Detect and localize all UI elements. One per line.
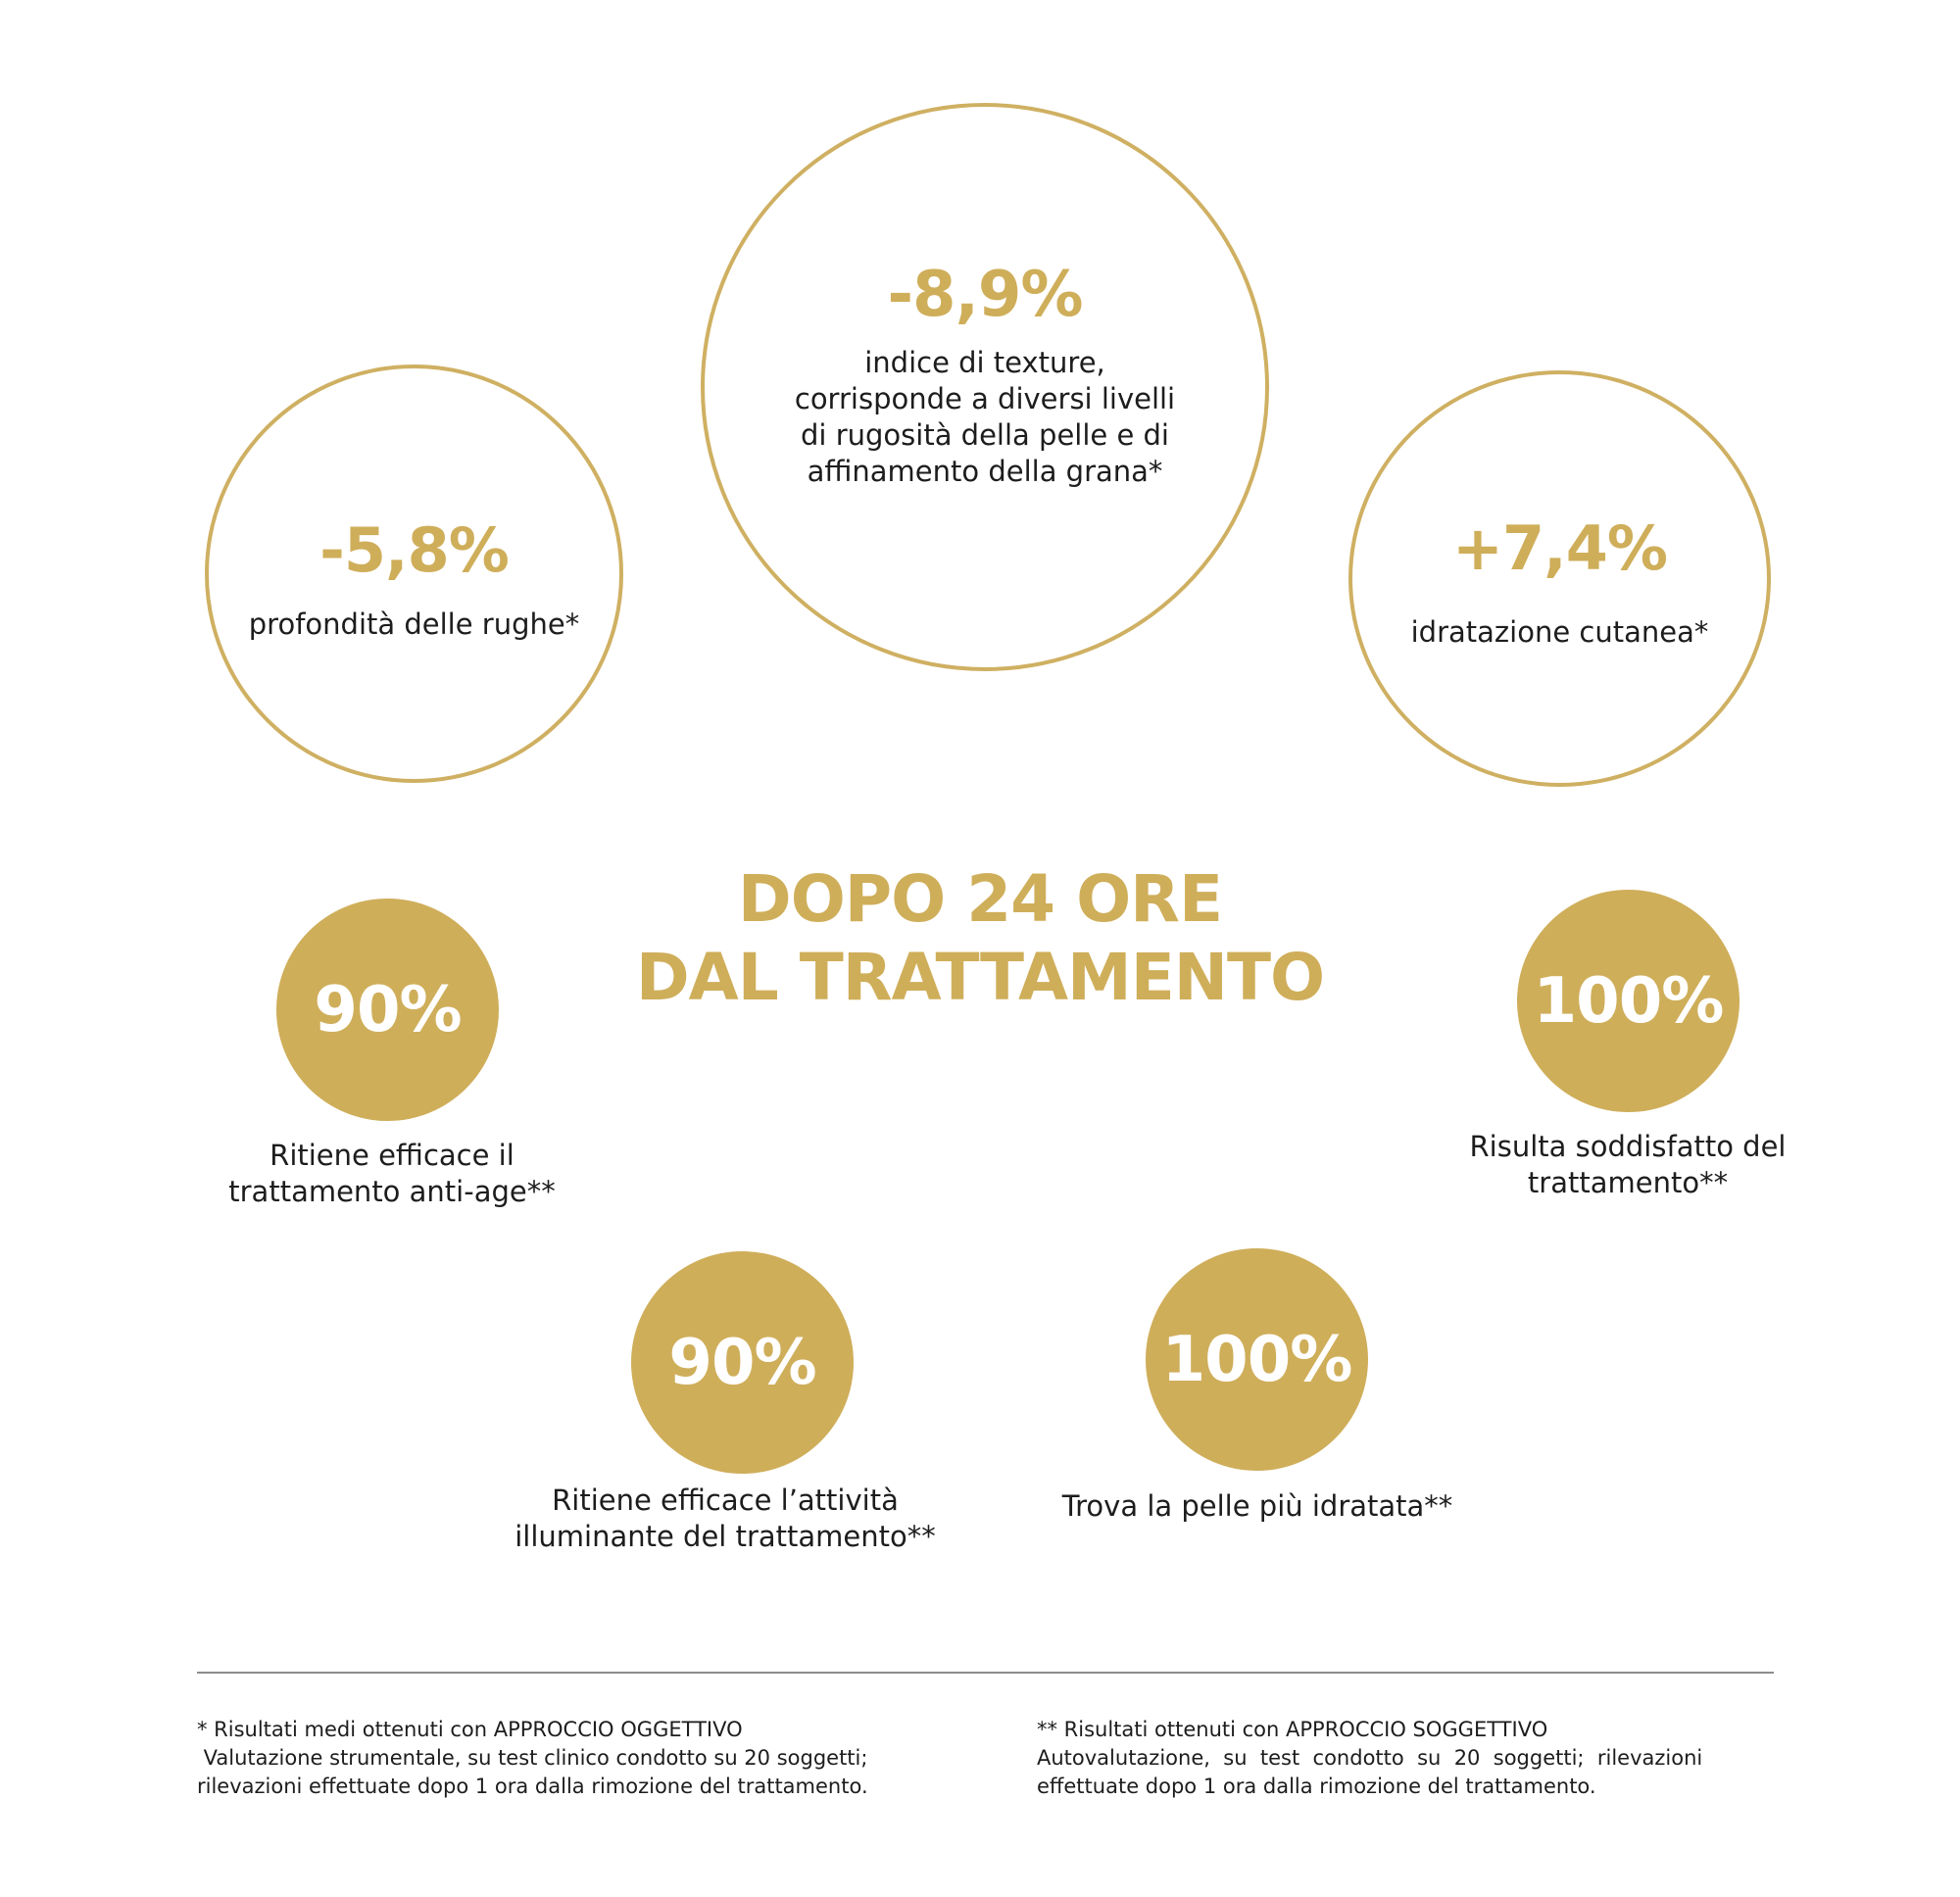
footnote-line: ** Risultati ottenuti con APPROCCIO SOGGETTIVO <box>1037 1718 1548 1741</box>
stat-caption-hydrated-skin <box>1042 1488 1473 1525</box>
footnote-objective <box>197 1716 971 1801</box>
stat-value: +7,4% <box>1452 512 1667 584</box>
stat-caption-line: Ritiene efficace l’attività <box>552 1484 899 1517</box>
stat-value: -5,8% <box>319 514 509 586</box>
stat-circle-texture-index <box>701 103 1269 671</box>
stat-caption-line: Ritiene efficace il <box>270 1139 514 1172</box>
stat-circle-wrinkle-depth <box>205 365 623 783</box>
stat-description-line: di rugosità della pelle e di <box>801 418 1169 452</box>
stat-description <box>1352 614 1767 651</box>
stat-caption-line: Risulta soddisfatto del <box>1469 1130 1787 1163</box>
stat-caption-satisfaction <box>1427 1129 1829 1201</box>
stat-description-line: profondità delle rughe* <box>248 608 580 641</box>
footnote-line: Autovalutazione, su test condotto su 20 soggetti; rilevazioni <box>1037 1746 1703 1770</box>
stat-caption-line: illuminante del trattamento** <box>514 1520 936 1553</box>
footnote-line: rilevazioni effettuate dopo 1 ora dalla rimozione del trattamento. <box>197 1775 868 1798</box>
stat-description-line: idratazione cutanea* <box>1410 615 1709 649</box>
stat-circle-skin-hydration <box>1348 370 1771 787</box>
footnote-line: Valutazione strumentale, su test clinico condotto su 20 soggetti; <box>197 1746 868 1770</box>
stat-description-line: affinamento della grana* <box>807 455 1163 488</box>
stat-disc-illuminating <box>631 1251 854 1474</box>
footnote-subjective <box>1037 1716 1811 1801</box>
headline <box>490 860 1470 1017</box>
stat-disc-anti-age <box>276 899 499 1121</box>
stat-value: 90% <box>668 1326 816 1399</box>
footnote-line: * Risultati medi ottenuti con APPROCCIO OGGETTIVO <box>197 1718 743 1741</box>
stat-description-line: corrisponde a diversi livelli <box>794 382 1176 415</box>
stat-description <box>209 607 619 643</box>
stat-disc-satisfaction <box>1517 890 1740 1112</box>
stat-caption-anti-age <box>191 1138 593 1210</box>
footnote-divider <box>197 1672 1774 1674</box>
stat-caption-line: Trova la pelle più idratata** <box>1061 1489 1453 1523</box>
stat-caption-line: trattamento anti-age** <box>228 1175 556 1208</box>
stat-caption-line: trattamento** <box>1527 1166 1729 1199</box>
stat-value: 90% <box>314 973 462 1046</box>
footnote-line: effettuate dopo 1 ora dalla rimozione del trattamento. <box>1037 1775 1596 1798</box>
headline-line: DOPO 24 ORE <box>737 861 1223 937</box>
headline-line: DAL TRATTAMENTO <box>635 940 1325 1015</box>
stat-disc-hydrated-skin <box>1146 1248 1368 1471</box>
stat-caption-illuminating <box>495 1483 956 1555</box>
stat-value: -8,9% <box>887 259 1083 331</box>
stat-value: 100% <box>1533 964 1724 1038</box>
stat-value: 100% <box>1161 1323 1352 1396</box>
stat-description <box>705 345 1265 490</box>
stat-description-line: indice di texture, <box>864 346 1105 379</box>
